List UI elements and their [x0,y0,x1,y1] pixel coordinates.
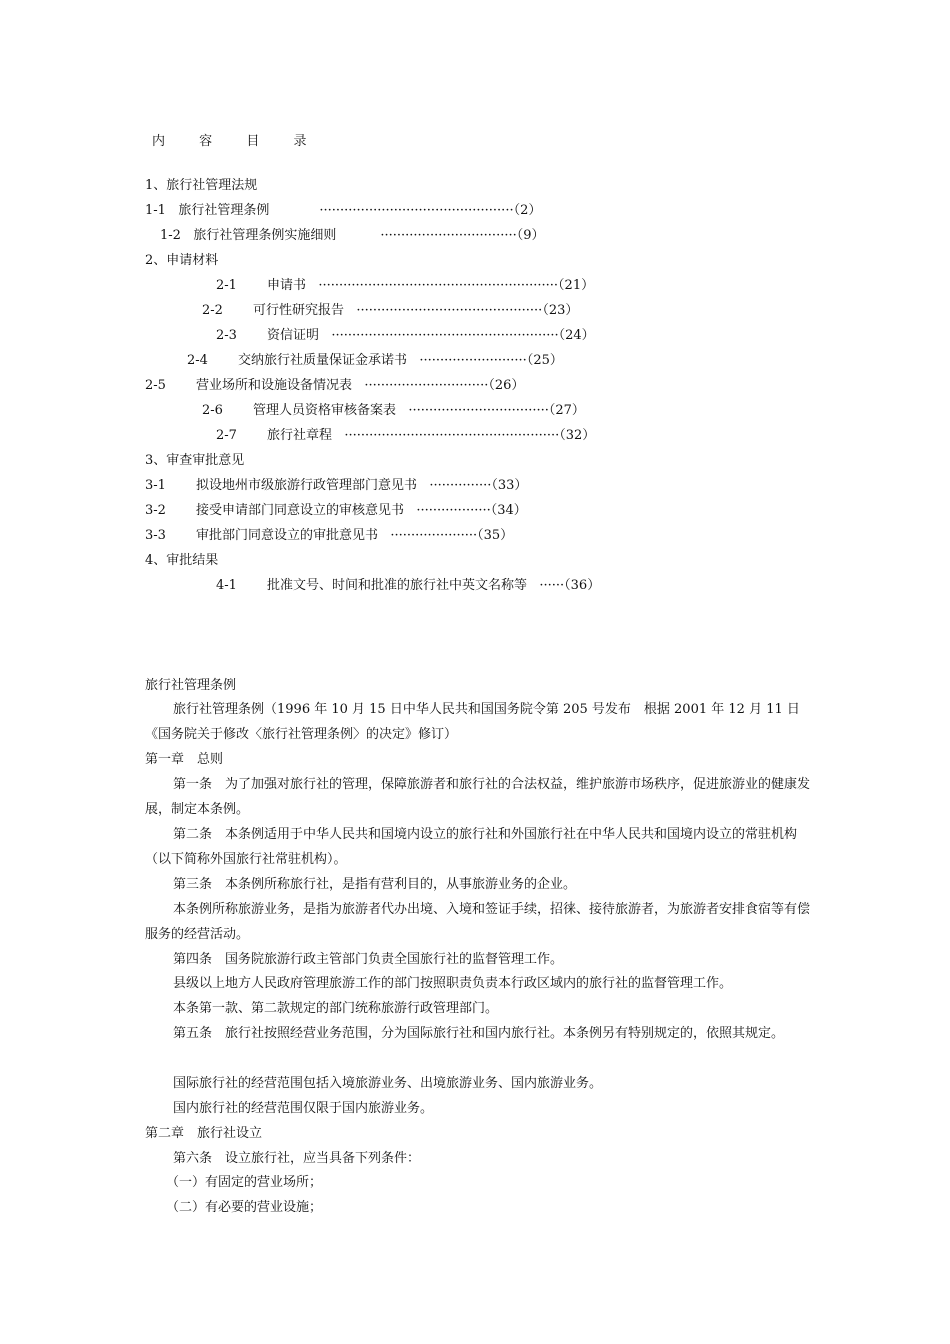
toc-entry-page: （27） [548,403,585,418]
toc-entry-title: 旅行社管理条例实施细则 [193,228,337,243]
toc-entry-number: 2-4 [187,353,208,368]
toc-entry-page: （34） [490,503,527,518]
document-heading: 旅行社管理条例 [145,678,237,693]
toc-entry-page: （26） [488,378,525,393]
toc-entry[interactable] [216,278,594,294]
toc-entry-page: （21） [558,278,595,293]
toc-entry-leader: ····················· [390,528,478,543]
toc-entry-leader: ·································· [408,403,549,418]
toc-entry-page: （23） [542,303,579,318]
article-paragraph: 第五条 旅行社按照经营业务范围，分为国际旅行社和国内旅行社。本条例另有特别规定的，依照其规定。 [173,1026,785,1041]
toc-section-1: 1、旅行社管理法规 [145,178,258,193]
toc-entry-leader: ································· [380,228,517,243]
article-paragraph: 本条第一款、第二款规定的部门统称旅游行政管理部门。 [173,1001,499,1016]
toc-title [152,130,336,149]
toc-entry-page: （9） [516,228,545,243]
toc-entry-page: （35） [477,528,514,543]
toc-entry-leader: ·························· [419,353,527,368]
toc-entry-leader: ······················································· [331,328,559,343]
toc-entry-number: 3-2 [145,503,166,518]
toc-entry-page: （36） [564,578,601,593]
toc-entry-title: 管理人员资格审核备案表 [252,403,396,418]
toc-entry-leader: ···················································· [344,428,560,443]
toc-entry-title: 拟设地州市级旅游行政管理部门意见书 [195,478,417,493]
toc-title-char: 目 [246,134,260,149]
toc-entry-number: 2-3 [216,328,237,343]
toc-entry-title: 审批部门同意设立的审批意见书 [195,528,378,543]
toc-entry-number: 4-1 [216,578,237,593]
toc-entry-leader: ·························································· [318,278,559,293]
intro-paragraph: 旅行社管理条例（1996 年 10 月 15 日中华人民共和国国务院令第 205 号发布 根据 2001 年 12 月 11 日《国务院关于修改〈旅行社管理条例〉的决定》修订） [145,702,800,742]
article-paragraph: 县级以上地方人民政府管理旅游工作的部门按照职责负责本行政区域内的旅行社的监督管理工作。 [173,976,733,991]
toc-section-2: 2、申请材料 [145,253,219,268]
article-paragraph: 本条例所称旅游业务，是指为旅游者代办出境、入境和签证手续，招徕、接待旅游者，为旅游者安排食宿等有偿服务的经营活动。 [145,902,811,942]
toc-title-char: 录 [293,134,307,149]
chapter-heading: 第一章 总则 [145,752,224,767]
toc-entry-number: 2-2 [202,303,223,318]
article-paragraph: 第一条 为了加强对旅行社的管理，保障旅游者和旅行社的合法权益，维护旅游市场秩序，促进旅游业的健康发展，制定本条例。 [145,777,811,817]
toc-entry-title: 旅行社管理条例 [178,203,270,218]
toc-entry-title: 可行性研究报告 [252,303,344,318]
toc-entry[interactable] [187,353,563,369]
toc-entry[interactable] [202,403,585,419]
toc-entry-title: 交纳旅行社质量保证金承诺书 [237,353,407,368]
toc-section-3: 3、审查审批意见 [145,453,245,468]
toc-entry-number: 2-6 [202,403,223,418]
list-item: （一）有固定的营业场所； [166,1175,323,1190]
toc-entry[interactable] [145,528,513,544]
toc-entry-leader: ·················· [416,503,491,518]
toc-section-4: 4、审批结果 [145,553,219,568]
toc-entry-number: 2-1 [216,278,237,293]
toc-entry-leader: ············································· [356,303,543,318]
toc-entry-leader: ······························ [364,378,489,393]
toc-entry-leader: ··············································· [319,203,514,218]
toc-entry-title: 营业场所和设施设备情况表 [195,378,352,393]
toc-entry[interactable] [145,503,527,519]
toc-entry[interactable] [202,303,578,319]
toc-entry-number: 2-5 [145,378,166,393]
toc-entry-page: （2） [513,203,542,218]
article-paragraph: 国内旅行社的经营范围仅限于国内旅游业务。 [173,1101,434,1116]
toc-entry-number: 1-1 [145,203,166,218]
article-paragraph: 第三条 本条例所称旅行社，是指有营利目的，从事旅游业务的企业。 [173,877,577,892]
toc-entry-number: 3-1 [145,478,166,493]
toc-entry-page: （25） [526,353,563,368]
toc-entry-title: 资信证明 [266,328,319,343]
toc-title-char: 内 [152,134,166,149]
toc-entry-page: （33） [491,478,528,493]
toc-entry-title: 批准文号、时间和批准的旅行社中英文名称等 [266,578,527,593]
toc-title-char: 容 [199,134,213,149]
toc-entry-leader: ··············· [429,478,492,493]
toc-entry[interactable] [145,478,527,494]
toc-entry-title: 接受申请部门同意设立的审核意见书 [195,503,404,518]
toc-entry-number: 1-2 [160,228,181,243]
toc-entry-number: 2-7 [216,428,237,443]
toc-entry-title: 旅行社章程 [266,428,332,443]
toc-entry-leader: ······ [539,578,565,593]
article-paragraph: 第二条 本条例适用于中华人民共和国境内设立的旅行社和外国旅行社在中华人民共和国境内设立的常驻机构（以下简称外国旅行社常驻机构）。 [145,827,798,867]
article-paragraph: 第四条 国务院旅游行政主管部门负责全国旅行社的监督管理工作。 [173,952,564,967]
chapter-heading: 第二章 旅行社设立 [145,1126,263,1141]
article-paragraph: 第六条 设立旅行社，应当具备下列条件： [173,1151,421,1166]
toc-entry[interactable] [145,203,541,219]
toc-entry[interactable] [216,578,600,594]
toc-entry-page: （24） [558,328,595,343]
toc-entry[interactable] [145,378,524,394]
article-paragraph: 国际旅行社的经营范围包括入境旅游业务、出境旅游业务、国内旅游业务。 [173,1076,603,1091]
toc-entry[interactable] [216,428,595,444]
toc-entry-page: （32） [559,428,596,443]
toc-entry[interactable] [160,228,545,244]
toc-entry[interactable] [216,328,595,344]
toc-entry-title: 申请书 [266,278,306,293]
list-item: （二）有必要的营业设施； [166,1200,323,1215]
toc-entry-number: 3-3 [145,528,166,543]
